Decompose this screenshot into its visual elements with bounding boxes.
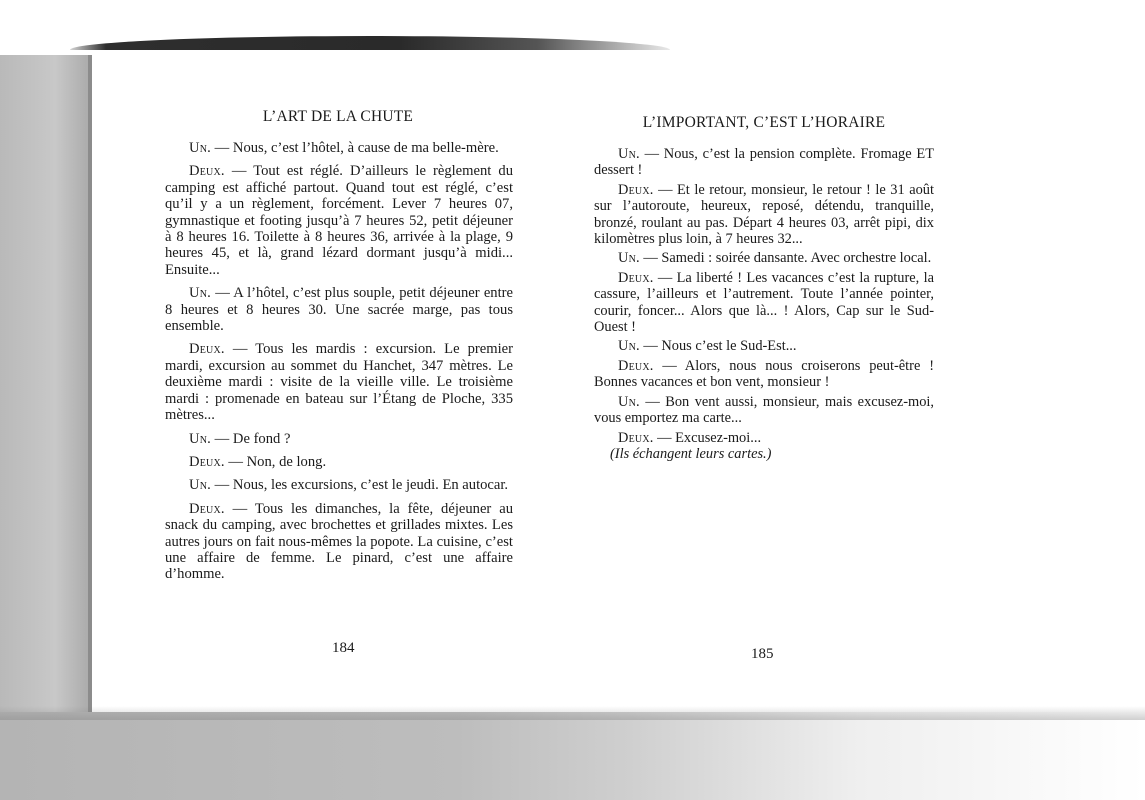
dialogue-text: — Alors, nous nous croiserons peut-être ! Bonnes vacances et bon vent, monsieur ! xyxy=(594,357,934,391)
dialogue-text: — Nous, c’est l’hôtel, à cause de ma belle-mère. xyxy=(211,140,499,156)
dialogue-text: — De fond ? xyxy=(211,430,291,447)
speaker-name: Un. xyxy=(189,140,212,156)
speaker-name: Un. xyxy=(189,285,212,302)
speaker-name: Un. xyxy=(618,338,640,355)
right-page-number: 185 xyxy=(751,646,774,662)
dialogue-paragraph xyxy=(594,394,934,427)
dialogue-text: — Nous, c’est la pension complète. Fromage ET dessert ! xyxy=(594,146,934,179)
speaker-name: Un. xyxy=(618,146,640,162)
speaker-name: Deux. xyxy=(189,341,225,358)
dialogue-text: — Samedi : soirée dansante. Avec orchestre local. xyxy=(639,250,932,267)
dialogue-text: — Et le retour, monsieur, le retour ! le 31 août sur l’autoroute, heureux, reposé, détendu, tranquille, bronzé, roulant au pas. Départ 4 heures 03, arrêt pipi, dix kilomètres plus loin, à 7 heures 32... xyxy=(594,181,934,248)
speaker-name: Deux. xyxy=(618,429,654,446)
dialogue-paragraph xyxy=(594,430,934,446)
dialogue-paragraph xyxy=(594,182,934,248)
speaker-name: Deux. xyxy=(189,500,225,517)
scanner-background-bottom xyxy=(0,712,1145,800)
dialogue-paragraph xyxy=(165,285,513,334)
dialogue-text: — Tous les mardis : excursion. Le premier mardi, excursion au sommet du Hanchet, 347 mètres. Le deuxième mardi : visite de la vieille ville. Le troisième mardi : promenade en bateau sur l’Étang de Ploche, 335 mètres... xyxy=(165,341,513,424)
dialogue-paragraph xyxy=(165,501,513,583)
scanner-background-left xyxy=(0,55,92,800)
dialogue-paragraph xyxy=(165,341,513,423)
dialogue-text: — Nous c’est le Sud-Est... xyxy=(639,338,797,355)
left-running-title: L’ART DE LA CHUTE xyxy=(262,108,414,125)
dialogue-paragraph xyxy=(594,270,934,336)
left-page xyxy=(165,108,513,590)
dialogue-text: — Non, de long. xyxy=(224,453,327,470)
dialogue-text: — La liberté ! Les vacances c’est la rupture, la cassure, l’ailleurs et l’autrement. Toute l’année pointer, courir, foncer... Alors que là... ! Alors, Cap sur le Sud-Ouest ! xyxy=(594,269,934,336)
right-running-title: L’IMPORTANT, C’EST L’HORAIRE xyxy=(642,114,886,131)
dialogue-paragraph xyxy=(165,454,513,470)
speaker-name: Un. xyxy=(189,477,212,494)
dialogue-text: — Bon vent aussi, monsieur, mais excusez-moi, vous emportez ma carte... xyxy=(594,393,934,427)
book-top-edge xyxy=(70,36,670,50)
dialogue-paragraph xyxy=(594,250,934,266)
dialogue-paragraph xyxy=(165,163,513,278)
dialogue-paragraph xyxy=(594,146,934,179)
speaker-name: Deux. xyxy=(189,163,225,180)
speaker-name: Deux. xyxy=(618,269,654,286)
speaker-name: Un. xyxy=(618,250,640,267)
page-bottom-shadow xyxy=(0,706,1145,720)
right-page xyxy=(594,114,934,462)
speaker-name: Un. xyxy=(618,393,640,410)
dialogue-paragraph xyxy=(594,338,934,354)
dialogue-text: — Excusez-moi... xyxy=(653,429,762,446)
speaker-name: Deux. xyxy=(189,453,225,470)
dialogue-text: — Nous, les excursions, c’est le jeudi. En autocar. xyxy=(211,477,509,494)
dialogue-paragraph xyxy=(165,140,513,156)
stage-direction: (Ils échangent leurs cartes.) xyxy=(610,445,772,462)
dialogue-paragraph xyxy=(165,477,513,493)
dialogue-text: — A l’hôtel, c’est plus souple, petit déjeuner entre 8 heures et 8 heures 30. Une sacrée marge, pas tous ensemble. xyxy=(165,285,513,335)
speaker-name: Deux. xyxy=(618,357,654,374)
dialogue-text: — Tous les dimanches, la fête, déjeuner au snack du camping, avec brochettes et grillades mixtes. Les autres jours on fait nous-mêmes la popote. La cuisine, c’est une affaire de femme. Le pinard, c’est une affaire d’homme. xyxy=(165,500,513,583)
dialogue-paragraph xyxy=(594,358,934,391)
left-page-number: 184 xyxy=(332,640,355,656)
dialogue-paragraph xyxy=(165,431,513,447)
speaker-name: Un. xyxy=(189,430,212,447)
speaker-name: Deux. xyxy=(618,181,654,198)
dialogue-text: — Tout est réglé. D’ailleurs le règlement du camping est affiché partout. Quand tout est réglé, c’est qu’il y a un règlement, forcément. Lever 7 heures 07, gymnastique et footing jusqu’à 7 heures 52, petit déjeuner à 8 heures 16. Toilette à 8 heures 36, arrivée à la plage, 9 heures 45, et là, grand lézard dormant jusqu’à midi... Ensuite... xyxy=(165,163,513,278)
